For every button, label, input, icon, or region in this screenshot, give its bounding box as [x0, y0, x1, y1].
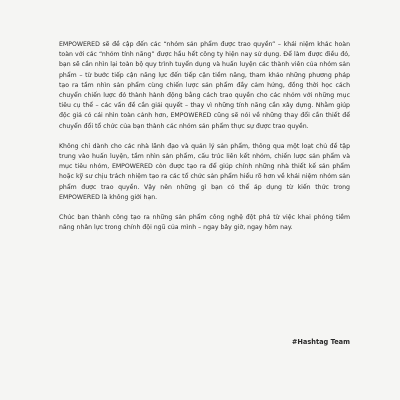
body-text	[59, 40, 350, 233]
signature: #Hashtag Team	[291, 338, 350, 346]
paragraph-intro: EMPOWERED sẽ đề cập đến các “nhóm sản phẩm được trao quyền” – khái niệm khác hoàn toàn với các “nhóm tính năng” được hầu hết công ty hiện nay sử dụng. Để làm được điều đó, bạn sẽ cần nhìn lại toàn bộ quy trình tuyển dụng và huấn luyện các thành viên của nhóm sản phẩm – từ bước tiếp cận năng lực đến tiếp cận tiềm năng, tham khảo những phương pháp tạo ra tầm nhìn sản phẩm cùng chiến lược sản phẩm đầy cảm hứng, đồng thời học cách chuyển chiến lược đó thành hành động bằng cách trao quyền cho các nhóm với những mục tiêu cụ thể – các vấn đề cần giải quyết – thay vì những tính năng cần xây dựng. Nhằm giúp độc giả có cái nhìn toàn cảnh hơn, EMPOWERED cũng sẽ nói về những thay đổi cần thiết để chuyển đổi tổ chức của bạn thành các nhóm sản phẩm thực sự được trao quyền.	[59, 41, 350, 130]
paragraph-closing: Chúc bạn thành công tạo ra những sản phẩm công nghệ đột phá từ việc khai phóng tiềm năng nhân lực trong chính đội ngũ của mình – ngay bây giờ, ngay hôm nay.	[59, 214, 350, 232]
paragraph-audience: Không chỉ dành cho các nhà lãnh đạo và quản lý sản phẩm, thông qua một loạt chủ đề tập trung vào huấn luyện, tầm nhìn sản phẩm, cấu trúc liên kết nhóm, chiến lược sản phẩm và mục tiêu nhóm, EMPOWERED còn được tạo ra để giúp chính những nhà thiết kế sản phẩm hoặc kỹ sư chịu trách nhiệm tạo ra các tổ chức sản phẩm hiểu rõ hơn về khái niệm nhóm sản phẩm được trao quyền. Vậy nên những gì bạn có thể áp dụng từ kiến thức trong EMPOWERED là không giới hạn.	[59, 142, 350, 201]
